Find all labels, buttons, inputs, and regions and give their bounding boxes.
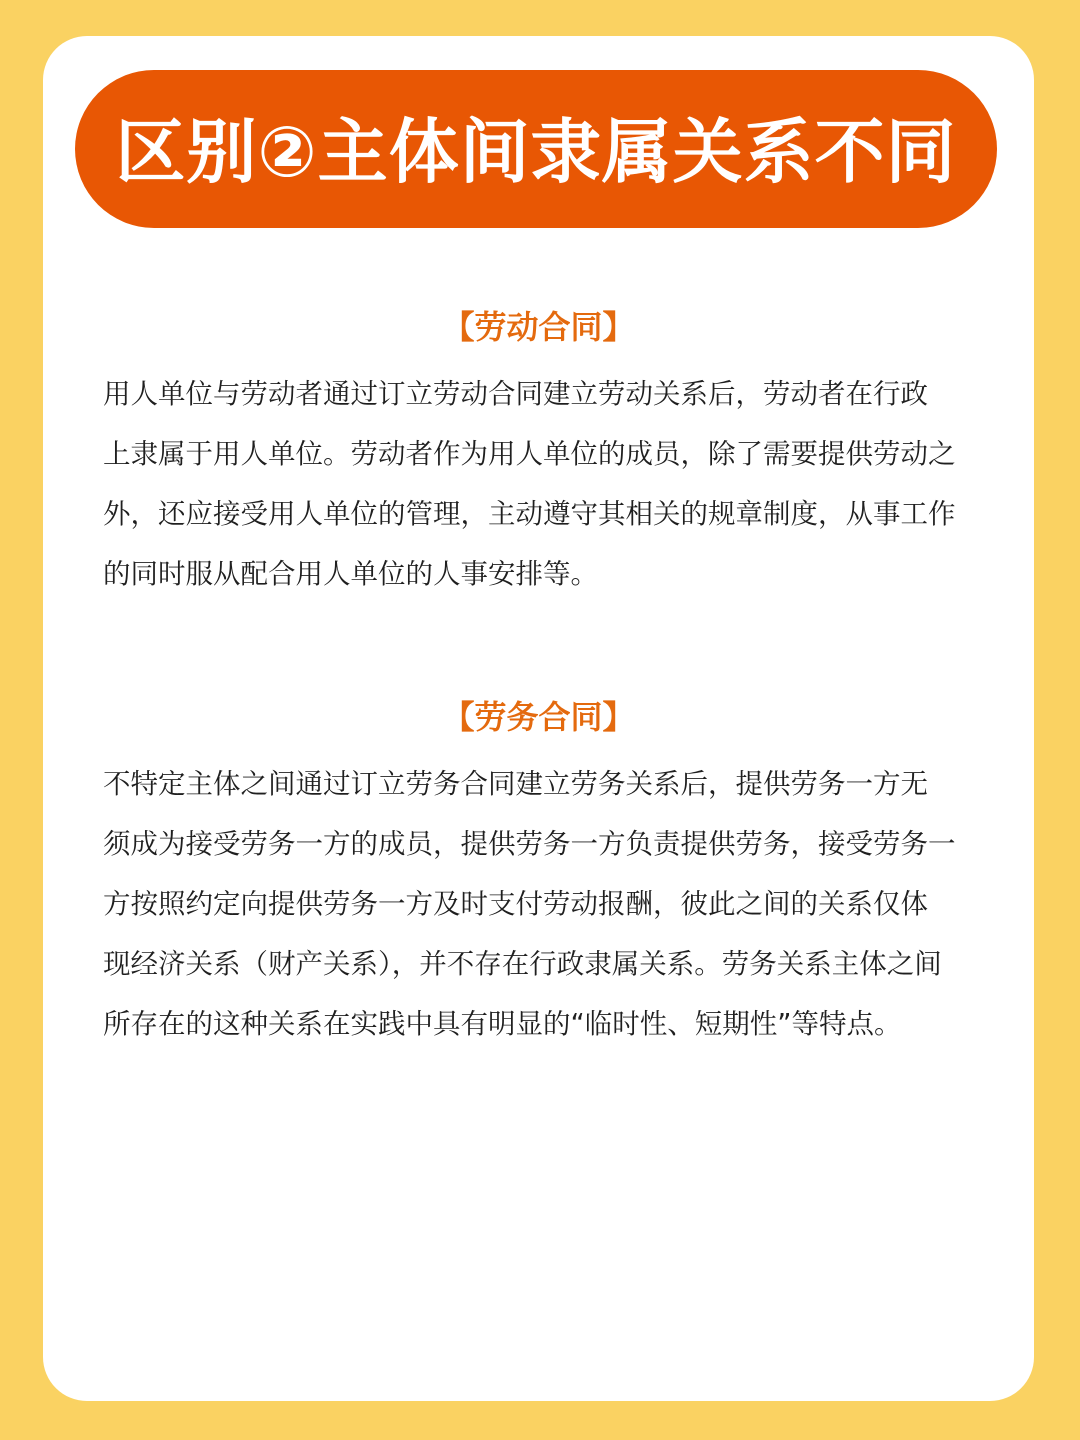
body-line: 现经济关系（财产关系），并不存在行政隶属关系。劳务关系主体之间 [103, 948, 942, 980]
body-line: 用人单位与劳动者通过订立劳动合同建立劳动关系后，劳动者在行政 [103, 378, 928, 410]
section-heading-labor-contract: 【劳动合同】 [442, 308, 635, 346]
body-line: 外，还应接受用人单位的管理，主动遵守其相关的规章制度，从事工作 [103, 498, 956, 530]
body-line: 的同时服从配合用人单位的人事安排等。 [103, 558, 598, 590]
section-body-labor-contract [103, 364, 973, 604]
content-card [43, 36, 1034, 1401]
body-line: 须成为接受劳务一方的成员，提供劳务一方负责提供劳务，接受劳务一 [103, 828, 956, 860]
section-heading-service-contract: 【劳务合同】 [442, 698, 635, 736]
body-line: 所存在的这种关系在实践中具有明显的“临时性、短期性”等特点。 [103, 1008, 902, 1040]
body-line: 上隶属于用人单位。劳动者作为用人单位的成员，除了需要提供劳动之 [103, 438, 956, 470]
section-body-service-contract [103, 754, 973, 1054]
body-line: 不特定主体之间通过订立劳务合同建立劳务关系后，提供劳务一方无 [103, 768, 928, 800]
page-title: 区别②主体间隶属关系不同 [115, 110, 957, 193]
title-banner [75, 70, 997, 228]
body-line: 方按照约定向提供劳务一方及时支付劳动报酬，彼此之间的关系仅体 [103, 888, 928, 920]
